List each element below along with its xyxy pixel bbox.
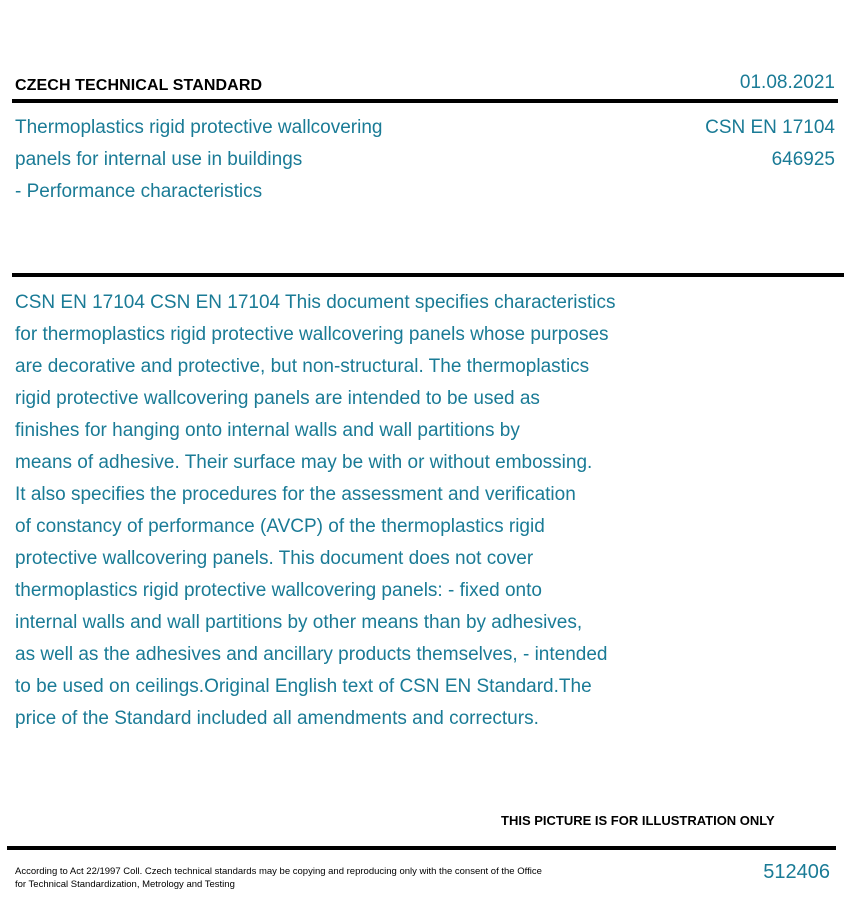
illustration-disclaimer: THIS PICTURE IS FOR ILLUSTRATION ONLY (501, 813, 775, 828)
header-rule (12, 99, 838, 103)
legal-notice: According to Act 22/1997 Coll. Czech technical standards may be copying and reproducing only with the consent of the Office for Technical Standardization, Metrology and Testing (15, 866, 542, 890)
document-number: 512406 (763, 861, 830, 883)
publication-date: 01.08.2021 (739, 72, 835, 93)
standard-description: CSN EN 17104 CSN EN 17104 This document specifies characteristics for thermoplastics rigid protective wallcovering panels whose purposes are decorative and protective, but non-structural. The thermoplastics rigid protective wallcovering panels are intended to be used as finishes for hanging onto internal walls and wall partitions by means of adhesive. Their surface may be with or without embossing. It also specifies the procedures for the assessment and verification of constancy of performance (AVCP) of the thermoplastics rigid protective wallcovering panels. This document does not cover thermoplastics rigid protective wallcovering panels: - fixed onto internal walls and wall partitions by other means than by adhesives, as well as the adhesives and ancillary products themselves, - intended to be used on ceilings.Original English text of CSN EN Standard.The price of the Standard included all amendments and correcturs. (15, 292, 616, 729)
catalog-number: 646925 (771, 149, 835, 170)
standard-title-line-1: Thermoplastics rigid protective wallcovering (15, 117, 383, 138)
footer-rule (7, 846, 836, 850)
standard-title-line-3: - Performance characteristics (15, 181, 263, 202)
section-rule (12, 273, 844, 277)
standard-title-line-2: panels for internal use in buildings (15, 149, 303, 170)
standard-code: CSN EN 17104 (705, 117, 835, 138)
document-category-title: CZECH TECHNICAL STANDARD (15, 77, 263, 94)
